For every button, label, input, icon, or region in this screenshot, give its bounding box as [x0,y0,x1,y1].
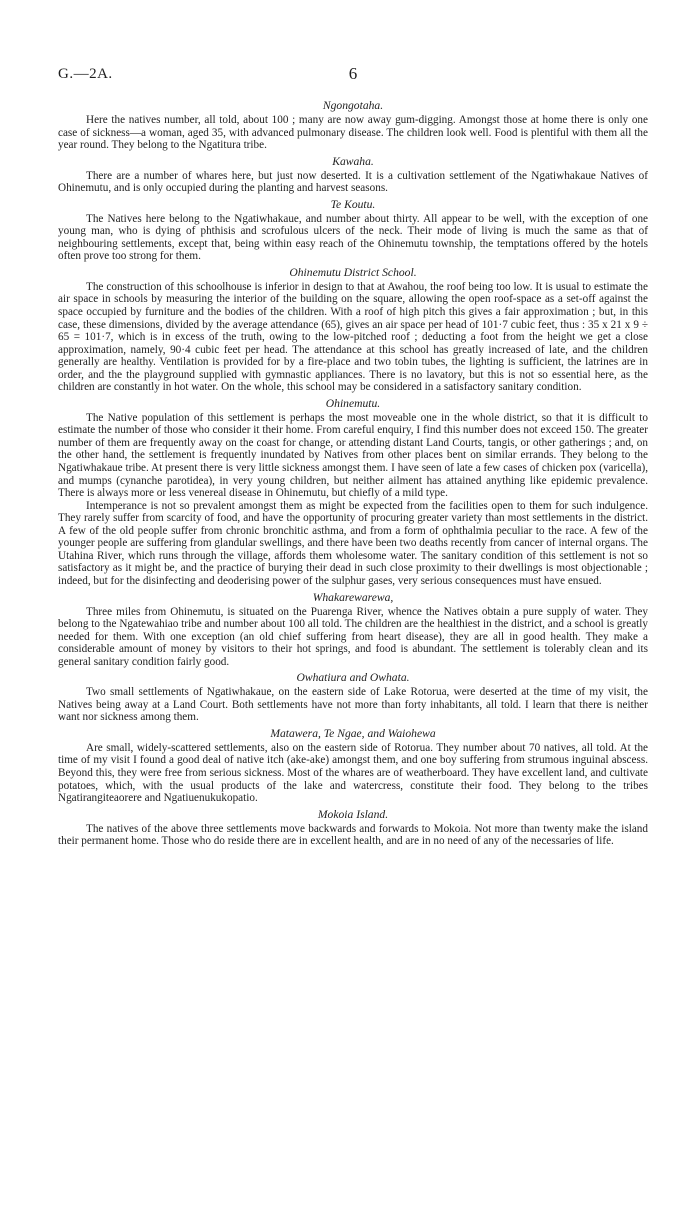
paragraph: There are a number of whares here, but just now deserted. It is a cultivation settlement of the Ngatiwhakaue Natives of Ohinemutu, and is only occupied during the planting and harvest seasons. [58,169,648,195]
section-matawera-te-ngae-waiohewa [58,726,648,805]
paragraph: Intemperance is not so prevalent amongst them as might be expected from the facilities open to them for such indulgence. They rarely suffer from scarcity of food, and have the opportunity of procuring greater variety than most settlements in the district. A few of the old people suffer from chronic bronchitic asthma, and from a form of ophthalmia peculiar to the race. A few of the younger people are suffering from glandular swellings, and there have been two deaths recently from cancer of internal organs. The Utahina River, which runs through the village, affords them wholesome water. The sanitary condition of this settlement is not so satisfactory as it might be, and the practice of burying their dead in such close proximity to their dwellings is most objectionable ; indeed, but for the disinfecting and deoderising power of the sulphur gases, very serious consequences must have ensued. [58,499,648,587]
paragraph: The Natives here belong to the Ngatiwhakaue, and number about thirty. All appear to be well, with the exception of one young man, who is dying of phthisis and scrofulous ulcers of the neck. Their mode of living is much the same as that of neighbouring settlements, except that, being within easy reach of the Ohinemutu township, the temptations offered by the hotels often prove too strong for them. [58,212,648,263]
paragraph: Here the natives number, all told, about 100 ; many are now away gum-digging. Amongst those at home there is only one case of sickness—a woman, aged 35, with advanced pulmonary disease. The children look well. Food is plentiful with them all the year round. They belong to the Ngatitura tribe. [58,114,648,152]
section-heading: Ngongotaha. [322,99,384,112]
section-mokoia-island [58,807,648,848]
section-heading: Matawera, Te Ngae, and Waiohewa [270,726,436,740]
paragraph: The Native population of this settlement is perhaps the most moveable one in the whole district, so that it is difficult to estimate the number of those who consider it their home. From careful enquiry, I find this number does not exceed 150. The greater number of them are frequently away on the coast for change, or attending distant Land Courts, tangis, or other gatherings ; and, on the other hand, the settlement is frequently inundated by Natives from other places bent on similar errands. They belong to the Ngatiwhakaue tribe. At present there is very little sickness amongst them. I have seen of late a few cases of chicken pox (varicella), and mumps (cynanche parotidea), in very young children, but neither ailment has attained anything like epidemic prevalence. There is always more or less venereal disease in Ohinemutu, but chiefly of a mild type. [58,411,648,500]
page-header [58,66,648,92]
paragraph: The construction of this schoolhouse is inferior in design to that at Awahou, the roof being too low. It is usual to estimate the air space in schools by measuring the interior of the building on the square, allowing the open roof-space as a set-off against the space occupied by furniture and the bodies of the children. With a roof of high pitch this gives a fair approximation ; but, in this case, these dimensions, divided by the average attendance (65), gives an air space per head of 101·7 cubic feet, thus : 35 x 21 x 9 ÷ 65 = 101·7, which is in excess of the truth, owing to the low-pitched roof ; deducting a foot from the height we get a close approximation, namely, 90·4 cubic feet per head. The attendance at this school has greatly increased of late, and the children generally are healthy. Ventilation is provided for by a fire-place and two tobin tubes, the lighting is sufficient, the latrines are in order, and the the playground supplied with gymnastic appliances. There is no lavatory, but this is not so essential here, as the children are constantly in hot water. On the whole, this school may be considered in a satisfactory sanitary condition. [58,280,648,394]
paragraph: Two small settlements of Ngatiwhakaue, on the eastern side of Lake Rotorua, were deserted at the time of my visit, the Natives being away at a Land Court. Both settlements have not more than forty inhabitants, all told. I learn that there is neither want nor sickness among them. [58,686,648,724]
section-whakarewarewa [58,590,648,669]
paragraph: The natives of the above three settlements move backwards and forwards to Mokoia. Not more than twenty make the island their permanent home. Those who do reside there are in excellent health, and are in no need of any of the necessaries of life. [58,822,648,848]
section-te-koutu [58,197,648,263]
paragraph: Are small, widely-scattered settlements, also on the eastern side of Rotorua. They number about 70 natives, all told. At the time of my visit I found a good deal of native itch (ake-ake) amongst them, and one boy suffering from strumous inguinal abscess. Beyond this, they were free from serious sickness. Most of the whares are of weatherboard. They have excellent land, and cultivate potatoes, which, with the usual products of the lake and watercress, constitute their food. They belong to the tribes Ngatirangiteaorere and Ngatiuenukukopatio. [58,741,648,805]
document-reference: G.—2A. [58,66,113,82]
section-heading: Kawaha. [332,154,374,168]
section-heading: Whakarewarewa, [312,590,394,604]
section-heading: Ohinemutu District School. [289,265,417,279]
section-heading: Ohinemutu. [325,396,381,410]
section-kawaha [58,154,648,195]
section-ohinemutu [58,396,648,588]
section-heading: Mokoia Island. [317,807,389,821]
section-owhatiura-and-owhata [58,670,648,724]
section-ohinemutu-district-school [58,265,648,394]
section-heading: Owhatiura and Owhata. [296,671,410,685]
paragraph: Three miles from Ohinemutu, is situated on the Puarenga River, whence the Natives obtain a pure supply of water. They belong to the Ngatewahiao tribe and number about 100 all told. The children are the healthiest in the district, and a school is greatly needed for them. With one exception (an old chief suffering from heart disease), they are all in good health. They make a considerable amount of money by visitors to their hot springs, and food is abundant. The settlement is tolerably clean and its general sanitary condition fairly good. [58,605,648,668]
page-number: 6 [348,64,358,83]
section-heading: Te Koutu. [330,197,376,211]
section-ngongotaha [58,98,648,152]
